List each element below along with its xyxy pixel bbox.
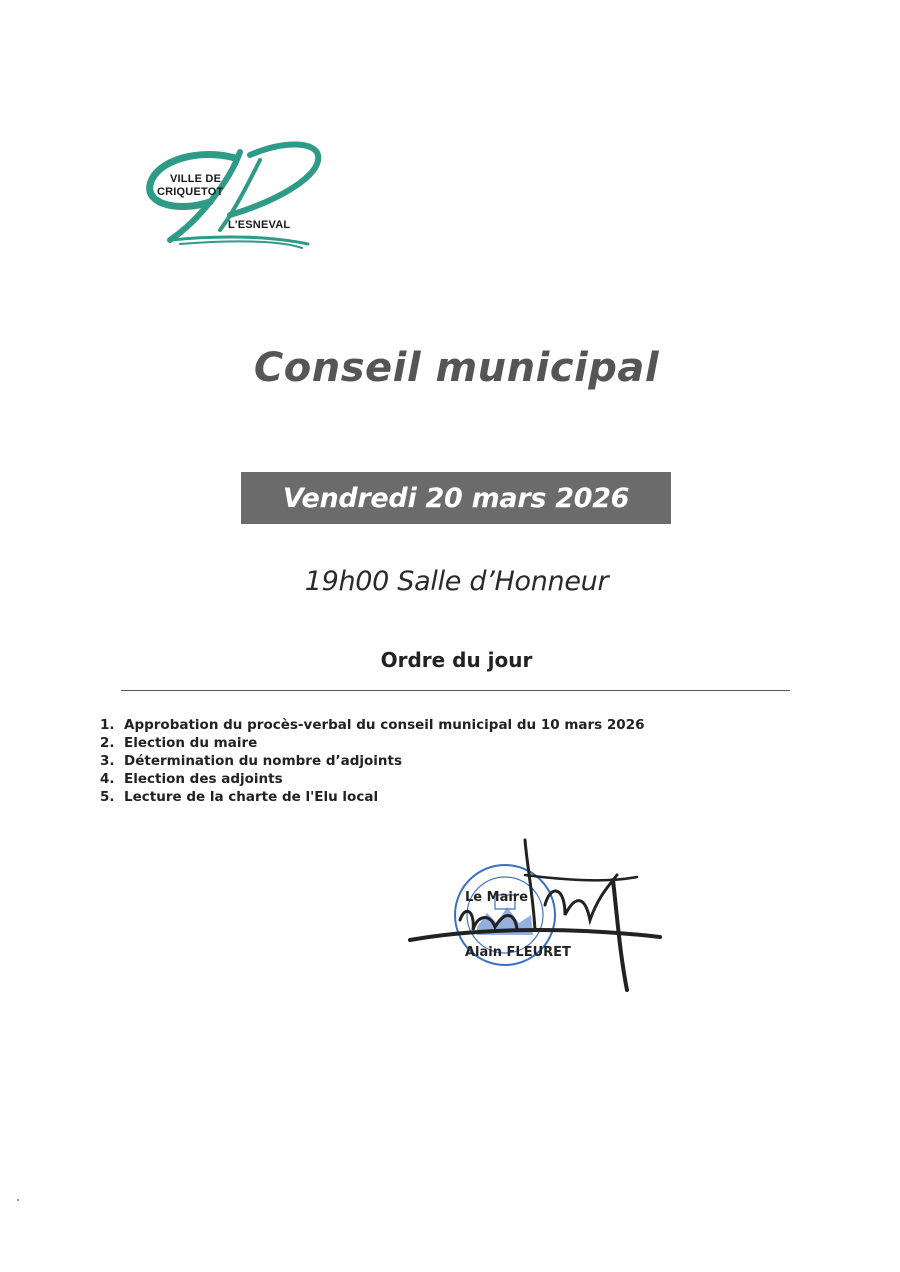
scan-speck xyxy=(17,1199,19,1201)
agenda-item xyxy=(100,734,645,752)
agenda-item-text: Approbation du procès-verbal du conseil municipal du 10 mars 2026 xyxy=(124,717,645,733)
agenda-item xyxy=(100,716,645,734)
agenda-item-text: Election du maire xyxy=(124,735,258,751)
agenda-item-text: Election des adjoints xyxy=(124,771,283,787)
time-and-place: 19h00 Salle d’Honneur xyxy=(304,566,609,597)
agenda-item xyxy=(100,752,645,770)
logo-text-line-2: CRIQUETOT xyxy=(157,186,224,198)
agenda-heading: Ordre du jour xyxy=(380,648,533,672)
agenda-item-number: 1. xyxy=(100,717,115,733)
logo-text-line-3: L'ESNEVAL xyxy=(228,219,291,231)
signature-block xyxy=(405,835,665,995)
agenda-item xyxy=(100,770,645,788)
agenda-item-number: 5. xyxy=(100,789,115,805)
handwritten-signature xyxy=(405,835,665,995)
divider xyxy=(121,690,790,691)
page-title: Conseil municipal xyxy=(253,345,660,391)
agenda-list xyxy=(100,716,645,806)
agenda-item xyxy=(100,788,645,806)
agenda-item-number: 2. xyxy=(100,735,115,751)
agenda-item-text: Lecture de la charte de l'Elu local xyxy=(124,789,379,805)
date-banner: Vendredi 20 mars 2026 xyxy=(241,472,671,524)
agenda-item-number: 3. xyxy=(100,753,115,769)
signatory-name: Alain FLEURET xyxy=(465,945,571,960)
town-logo xyxy=(140,140,330,255)
agenda-item-text: Détermination du nombre d’adjoints xyxy=(124,753,403,769)
agenda-item-number: 4. xyxy=(100,771,115,787)
logo-text-line-1: VILLE DE xyxy=(170,173,222,185)
signature-role: Le Maire xyxy=(465,890,529,905)
